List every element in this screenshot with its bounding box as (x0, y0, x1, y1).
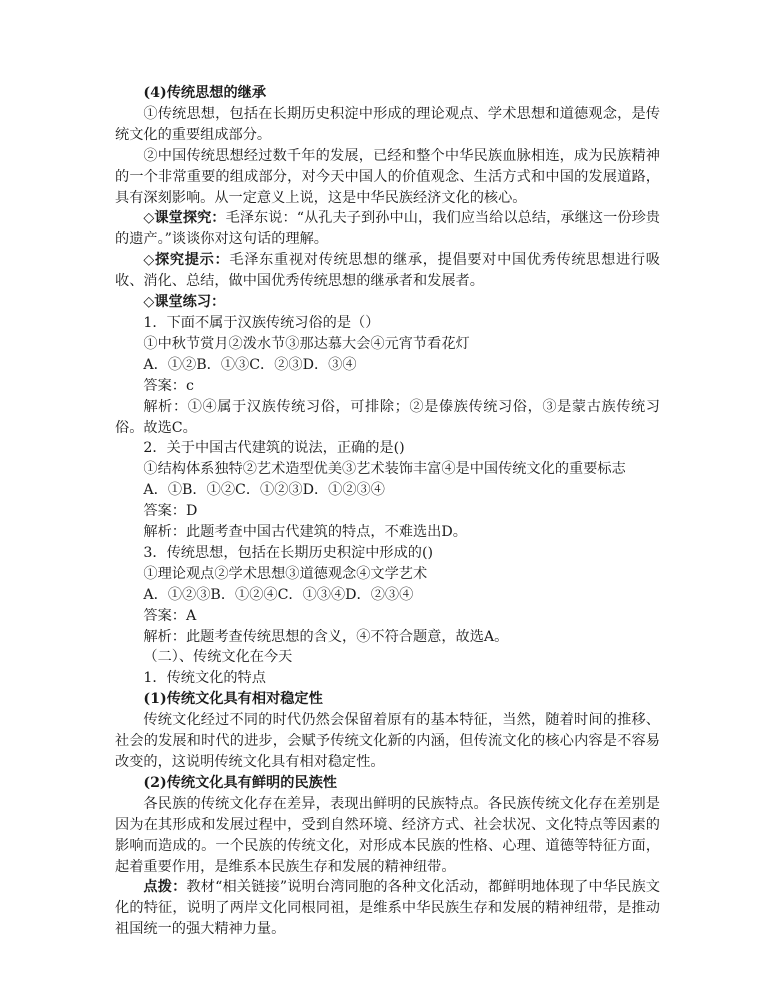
paragraph-label: ◇课堂探究： (143, 210, 226, 227)
paragraph-text: ①中秋节赏月②泼水节③那达慕大会④元宵节看花灯 (143, 335, 470, 352)
paragraph (115, 459, 660, 480)
paragraph-text: 3．传统思想，包括在长期历史积淀中形成的() (143, 544, 434, 561)
paragraph (115, 564, 660, 585)
paragraph-heading: (1)传统文化具有相对稳定性 (143, 691, 323, 708)
paragraph (115, 606, 660, 627)
paragraph (115, 585, 660, 606)
paragraph (115, 501, 660, 522)
paragraph-text: ①理论观点②学术思想③道德观念④文学艺术 (143, 565, 428, 582)
paragraph (115, 710, 660, 773)
paragraph (115, 104, 660, 146)
paragraph-text: （二）、传统文化在今天 (143, 649, 293, 666)
paragraph-text: 2．关于中国古代建筑的说法，正确的是() (143, 440, 405, 457)
paragraph (115, 355, 660, 376)
paragraph-heading: (4)传统思想的继承 (143, 85, 267, 101)
paragraph-text: 解析：此题考查传统思想的含义，④不符合题意，故选A。 (143, 628, 509, 645)
paragraph (115, 376, 660, 397)
paragraph-label: 点拨： (143, 879, 187, 896)
paragraph-text: 解析：①④属于汉族传统习俗，可排除；②是傣族传统习俗，③是蒙古族传统习俗。故选C。 (115, 398, 660, 436)
paragraph-text: 各民族的传统文化存在差异，表现出鲜明的民族特点。各民族传统文化存在差别是因为在其形成和发展过程中，受到自然环境、经济方式、社会状况、文化特点等因素的影响而造成的。一个民族的传统文化，对形成本民族的性格、心理、道德等特征方面，起着重要作用，是维系本民族生存和发展的精神纽带。 (115, 795, 660, 875)
document-body (115, 83, 660, 940)
paragraph (115, 480, 660, 501)
paragraph-text: 1．传统文化的特点 (143, 670, 266, 687)
paragraph-text: 传统文化经过不同的时代仍然会保留着原有的基本特征，当然，随着时间的推移、社会的发展和时代的进步，会赋予传统文化新的内涵，但传流文化的核心内容是不容易改变的，这说明传统文化具有相对稳定性。 (115, 712, 660, 770)
paragraph-text: 答案：D (143, 503, 198, 520)
paragraph (115, 877, 660, 940)
paragraph (115, 334, 660, 355)
paragraph (115, 627, 660, 648)
paragraph-text: 毛泽东说：“从孔夫子到孙中山，我们应当给以总结，承继这一份珍贵的遗产。”谈谈你对这句话的理解。 (115, 210, 660, 248)
paragraph-text: 答案：c (143, 377, 194, 394)
paragraph (115, 438, 660, 459)
paragraph-text: 1．下面不属于汉族传统习俗的是（） (143, 314, 380, 331)
paragraph-label: ◇课堂练习： (143, 294, 226, 311)
paragraph (115, 83, 660, 104)
paragraph-text: A．①②③B．①②④C．①③④D．②③④ (143, 586, 414, 603)
paragraph-heading: (2)传统文化具有鲜明的民族性 (143, 774, 337, 791)
paragraph (115, 208, 660, 250)
paragraph-text: 毛泽东重视对传统思想的继承，提倡要对中国优秀传统思想进行吸收、消化、总结，做中国优秀传统思想的继承者和发展者。 (115, 252, 660, 290)
paragraph (115, 397, 660, 439)
paragraph-text: 答案：A (143, 607, 197, 624)
paragraph (115, 647, 660, 668)
paragraph (115, 794, 660, 878)
paragraph (115, 543, 660, 564)
paragraph (115, 689, 660, 710)
paragraph (115, 773, 660, 794)
paragraph (115, 250, 660, 292)
paragraph-text: ②中国传统思想经过数千年的发展，已经和整个中华民族血脉相连，成为民族精神的一个非常重要的组成部分，对今天中国人的价值观念、生活方式和中国的发展道路，具有深刻影响。从一定意义上说，这是中华民族经济文化的核心。 (115, 147, 660, 206)
paragraph-text: 教材“相关链接”说明台湾同胞的各种文化活动，都鲜明地体现了中华民族文化的特征，说明了两岸文化同根同祖，是维系中华民族生存和发展的精神纽带，是推动祖国统一的强大精神力量。 (115, 879, 660, 938)
paragraph-label: ◇探究提示： (143, 252, 230, 269)
paragraph-text: ①结构体系独特②艺术造型优美③艺术装饰丰富④是中国传统文化的重要标志 (143, 461, 626, 478)
paragraph (115, 522, 660, 543)
paragraph-text: A．①B．①②C．①②③D．①②③④ (143, 482, 385, 499)
paragraph-text: A．①②B．①③C．②③D．③④ (143, 356, 357, 373)
paragraph-text: ①传统思想，包括在长期历史积淀中形成的理论观点、学术思想和道德观念，是传统文化的重要组成部分。 (115, 105, 660, 143)
paragraph (115, 292, 660, 313)
paragraph (115, 146, 660, 209)
paragraph (115, 668, 660, 689)
paragraph (115, 313, 660, 334)
paragraph-text: 解析：此题考查中国古代建筑的特点，不难选出D。 (143, 524, 467, 541)
